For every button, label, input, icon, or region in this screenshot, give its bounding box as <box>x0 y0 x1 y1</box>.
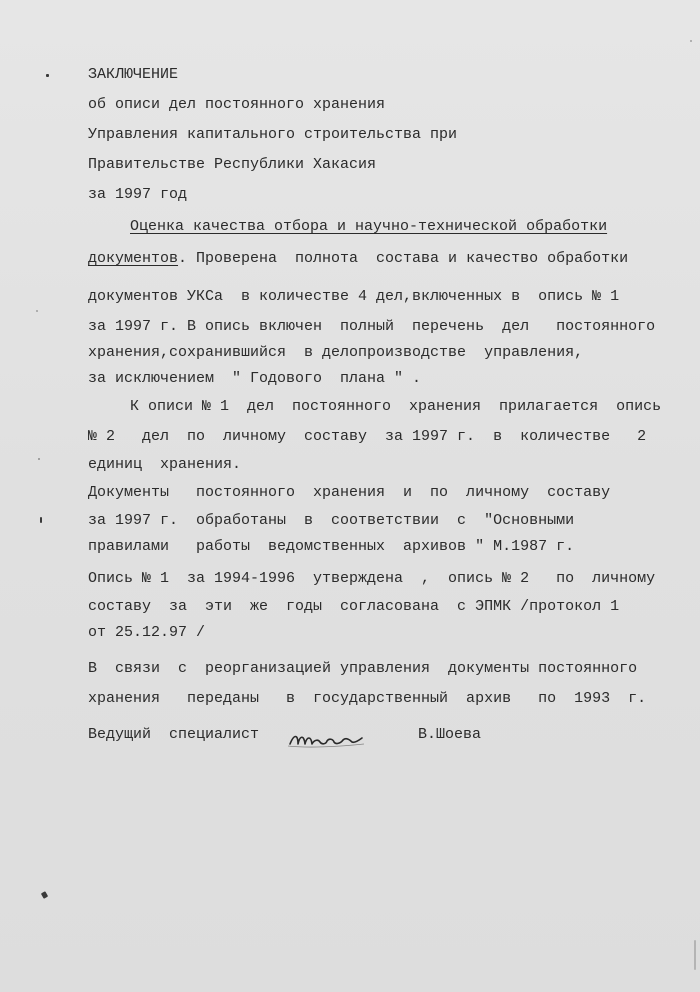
paragraph1-line6: за исключением " Годового плана " . <box>88 370 422 387</box>
title-line-5: за 1997 год <box>88 186 188 203</box>
paragraph2-line2: № 2 дел по личному составу за 1997 г. в количестве 2 <box>88 428 647 445</box>
paragraph1-line5: хранения,сохранившийся в делопроизводстве управления, <box>88 344 584 361</box>
title-line-3: Управления капитального строительства при <box>88 126 458 143</box>
paragraph1-heading: Оценка качества отбора и научно-технической обработки <box>130 218 608 235</box>
paragraph1-line2 <box>88 250 628 268</box>
scan-speck <box>46 74 49 77</box>
scan-speck <box>41 891 48 899</box>
paragraph1-line4: за 1997 г. В опись включен полный перечень дел постоянного <box>88 318 656 335</box>
paragraph4-line3: от 25.12.97 / <box>88 624 206 641</box>
scan-speck <box>36 310 38 312</box>
scan-edge-mark <box>694 940 696 970</box>
scan-speck <box>690 40 692 42</box>
document-title: ЗАКЛЮЧЕНИЕ <box>88 66 179 83</box>
title-line-2: об описи дел постоянного хранения <box>88 96 386 113</box>
paragraph4-line1: Опись № 1 за 1994-1996 утверждена , опись № 2 по личному <box>88 570 656 587</box>
paragraph5-line1: В связи с реорганизацией управления документы постоянного <box>88 660 638 677</box>
paragraph1-line2-rest: . Проверена полнота состава и качество обработки <box>178 250 629 267</box>
paragraph4-line2: составу за эти же годы согласована с ЭПМК /протокол 1 <box>88 598 620 615</box>
title-line-4: Правительстве Республики Хакасия <box>88 156 377 173</box>
paragraph1-line3: документов УКСа в количестве 4 дел,включенных в опись № 1 <box>88 288 620 305</box>
scan-speck <box>40 517 42 523</box>
paragraph5-line2: хранения переданы в государственный архив по 1993 г. <box>88 690 647 707</box>
paragraph2-line1: К описи № 1 дел постоянного хранения прилагается опись <box>130 398 662 415</box>
signatory-position: Ведущий специалист <box>88 726 260 743</box>
paragraph3-line3: правилами работы ведомственных архивов " М.1987 г. <box>88 538 575 555</box>
signatory-name: В.Шоева <box>418 726 482 743</box>
handwritten-signature <box>286 726 366 752</box>
paragraph3-line2: за 1997 г. обработаны в соответствии с "Основными <box>88 512 575 529</box>
paragraph3-line1: Документы постоянного хранения и по личному составу <box>88 484 611 501</box>
paragraph1-underlined-word: документов <box>88 250 179 267</box>
paragraph2-line3: единиц хранения. <box>88 456 242 473</box>
scan-speck <box>38 458 40 460</box>
